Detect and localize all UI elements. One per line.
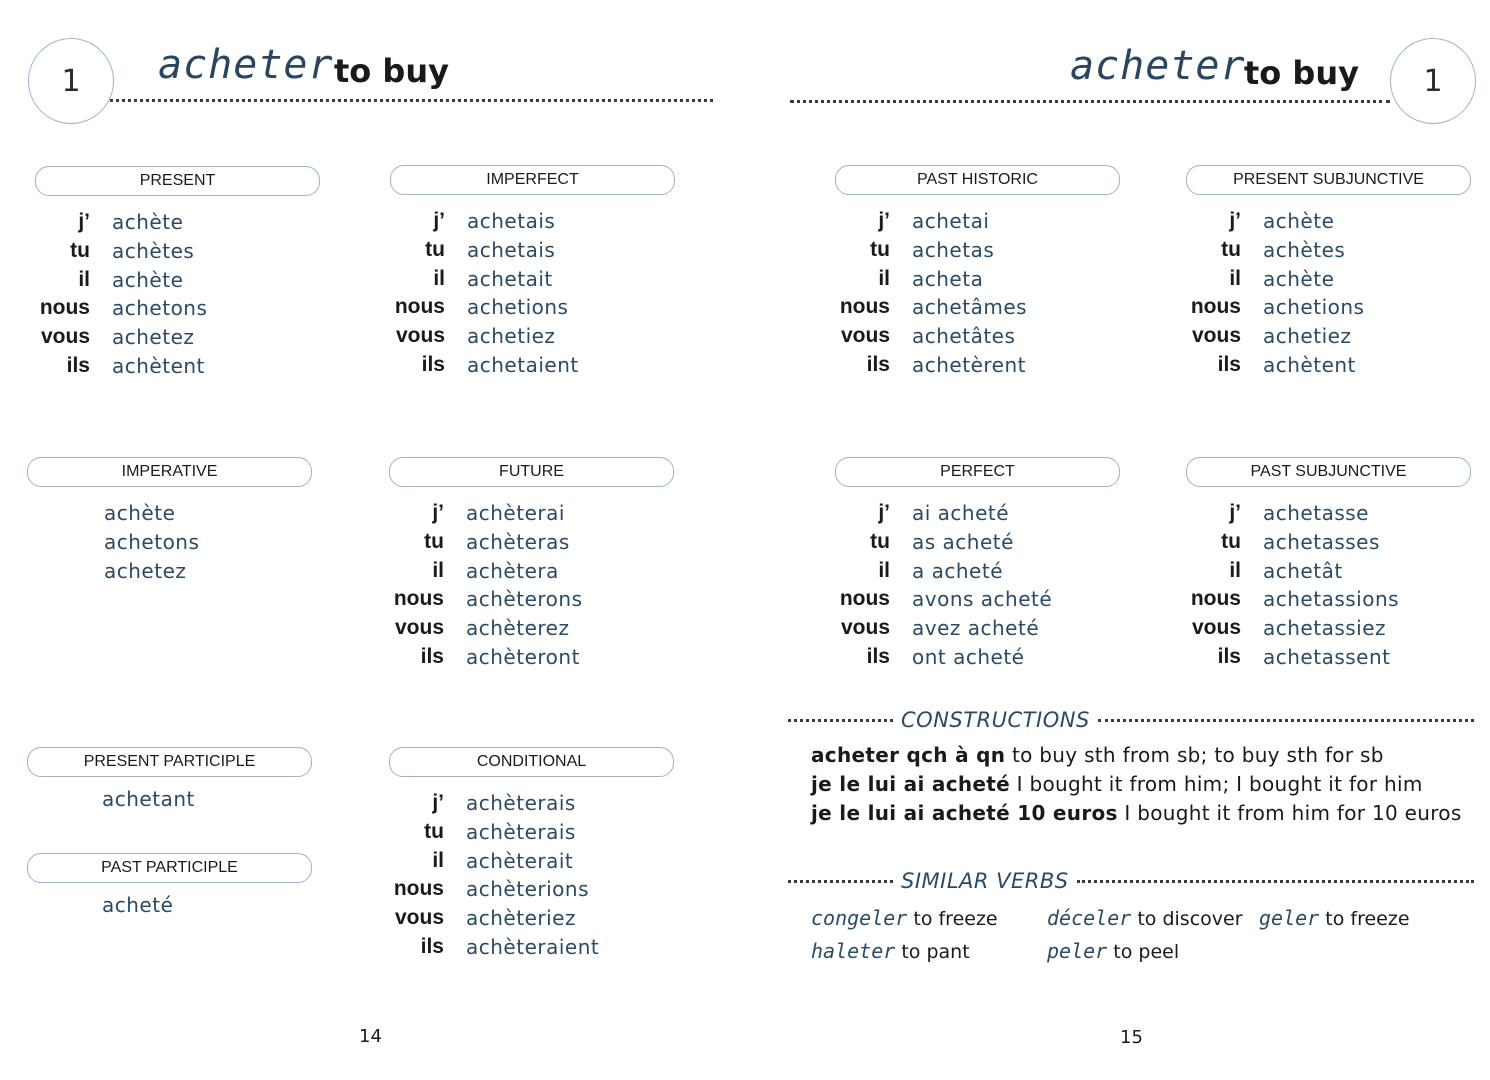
conjugation-row [389, 846, 674, 875]
verb-form: achètera [466, 558, 559, 583]
verb-form: achètent [1263, 352, 1356, 377]
tense-label: PAST PARTICIPLE [27, 853, 312, 883]
conjugation-row [389, 528, 674, 557]
similar-verb-english: to peel [1113, 941, 1180, 963]
pronoun: tu [424, 530, 444, 554]
conjugation-list [1186, 499, 1471, 671]
title-dotted-rule [790, 100, 1390, 103]
pronoun: il [433, 266, 445, 290]
pronoun: ils [1217, 644, 1241, 668]
conjugation-row [35, 294, 320, 323]
tense-present [35, 166, 320, 380]
tense-label: IMPERFECT [390, 165, 675, 195]
verb-form: achetez [112, 325, 195, 350]
title-dotted-rule [110, 99, 713, 102]
similar-verb-french: peler [1047, 939, 1108, 963]
tense-past-participle [27, 853, 312, 917]
conjugation-row [1186, 499, 1471, 528]
pronoun: ils [1217, 352, 1241, 376]
verb-form: achetiez [1263, 324, 1352, 349]
conjugation-row [835, 585, 1120, 614]
pronoun: nous [393, 587, 444, 611]
pronoun: nous [39, 296, 90, 320]
conjugation-row [389, 642, 674, 671]
pronoun: il [78, 267, 90, 291]
conjugation-row [35, 237, 320, 266]
similar-verb-english: to freeze [1325, 908, 1410, 930]
similar-verb-french: congeler [811, 906, 908, 930]
verb-form: avons acheté [912, 587, 1053, 612]
conjugation-list [35, 208, 320, 380]
conjugation-row [835, 264, 1120, 293]
pronoun: ils [866, 352, 890, 376]
similar-verb-english: to pant [901, 941, 970, 963]
pronoun: tu [1221, 530, 1241, 554]
pronoun: tu [70, 239, 90, 263]
pronoun: il [432, 848, 444, 872]
conjugation-list [1186, 207, 1471, 379]
tense-label: PRESENT [35, 166, 320, 196]
pronoun: j’ [878, 209, 890, 233]
imperative-form: achetons [104, 530, 200, 555]
verb-translation: to buy [1244, 54, 1359, 92]
conjugation-row [390, 236, 675, 265]
verb-number-badge [28, 38, 114, 124]
construction-item [811, 798, 1462, 827]
similar-verb [811, 939, 970, 963]
conjugation-row [389, 556, 674, 585]
pronoun: tu [870, 238, 890, 262]
pronoun: j’ [878, 501, 890, 525]
conjugation-list [389, 789, 674, 961]
pronoun: il [1229, 558, 1241, 582]
verb-form: achetiez [467, 324, 556, 349]
dotted-rule [1077, 880, 1474, 883]
pronoun: tu [425, 238, 445, 262]
verb-form: achetais [467, 238, 556, 263]
pronoun: nous [394, 295, 445, 319]
construction-english: to buy sth from sb; to buy sth for sb [1011, 743, 1384, 768]
conjugation-row [1186, 614, 1471, 643]
conjugation-row [389, 875, 674, 904]
verb-translation: to buy [334, 52, 449, 90]
conjugation-row [835, 528, 1120, 557]
pronoun: il [878, 558, 890, 582]
pronoun: ils [66, 353, 90, 377]
conjugation-row [1186, 585, 1471, 614]
conjugation-row [390, 350, 675, 379]
similar-verb [1047, 939, 1179, 963]
construction-french: je le lui ai acheté 10 euros [811, 800, 1118, 825]
pronoun: il [432, 558, 444, 582]
verb-form: achetions [1263, 295, 1365, 320]
conjugation-row [835, 350, 1120, 379]
conjugation-row [389, 789, 674, 818]
verb-form: achetait [467, 266, 553, 291]
right-page [745, 0, 1490, 1080]
conjugation-row [35, 323, 320, 352]
verb-number: 1 [1423, 63, 1443, 99]
tense-label: CONDITIONAL [389, 747, 674, 777]
pronoun: ils [420, 934, 444, 958]
verb-form: acheta [912, 266, 984, 291]
verb-form: achetaient [467, 352, 579, 377]
verb-form: achèterions [466, 877, 589, 902]
verb-form: achète [1263, 266, 1335, 291]
pronoun: vous [395, 324, 445, 348]
construction-english: I bought it from him for 10 euros [1124, 800, 1462, 825]
pronoun: vous [1191, 324, 1241, 348]
verb-form: achète [112, 210, 184, 235]
conjugation-row [390, 264, 675, 293]
section-label: SIMILAR VERBS [901, 869, 1069, 893]
conjugation-row [835, 322, 1120, 351]
pronoun: ils [420, 644, 444, 668]
tense-present-participle [27, 747, 312, 811]
verb-form: achètes [112, 239, 195, 264]
tense-future [389, 457, 674, 671]
similar-verb-french: déceler [1047, 906, 1132, 930]
pronoun: nous [839, 295, 890, 319]
imperative-form: achetez [104, 558, 187, 583]
pronoun: nous [839, 587, 890, 611]
tense-label: IMPERATIVE [27, 457, 312, 487]
dotted-rule [1098, 719, 1474, 722]
verb-form: achetassiez [1263, 616, 1387, 641]
conjugation-row [390, 207, 675, 236]
pronoun: vous [840, 616, 890, 640]
pronoun: ils [866, 644, 890, 668]
tense-label: FUTURE [389, 457, 674, 487]
conjugation-row [389, 904, 674, 933]
verb-form: achetèrent [912, 352, 1026, 377]
verb-form: achèterait [466, 848, 574, 873]
tense-imperative [27, 457, 312, 585]
verb-number: 1 [61, 63, 81, 99]
pronoun: vous [840, 324, 890, 348]
pronoun: j’ [433, 209, 445, 233]
conjugation-row [389, 932, 674, 961]
conjugation-list [389, 499, 674, 671]
constructions-heading [788, 708, 1474, 732]
pronoun: tu [1221, 238, 1241, 262]
verb-form: ont acheté [912, 644, 1025, 669]
verb-form: ai acheté [912, 501, 1010, 526]
conjugation-row [1186, 293, 1471, 322]
verb-form: achèterez [466, 616, 570, 641]
verb-number-badge [1390, 38, 1476, 124]
verb-form: achetons [112, 296, 208, 321]
verb-form: avez acheté [912, 616, 1040, 641]
verb-form: achèteras [466, 530, 570, 555]
tense-past-historic [835, 165, 1120, 379]
conjugation-row [835, 499, 1120, 528]
tense-label: PAST SUBJUNCTIVE [1186, 457, 1471, 487]
verb-form: achèterais [466, 791, 576, 816]
verb-form: as acheté [912, 530, 1014, 555]
participle-form: acheté [102, 893, 174, 917]
conjugation-row [835, 293, 1120, 322]
conjugation-row [1186, 642, 1471, 671]
verb-form: achetas [912, 238, 995, 263]
verb-form: achetasse [1263, 501, 1369, 526]
page-number: 14 [359, 1026, 382, 1047]
similar-verb-english: to freeze [913, 908, 998, 930]
conjugation-list [390, 207, 675, 379]
pronoun: nous [393, 877, 444, 901]
pronoun: vous [394, 616, 444, 640]
verb-title: acheter [1070, 43, 1246, 89]
imperative-list [27, 499, 312, 585]
pronoun: vous [394, 906, 444, 930]
verb-form: achetassions [1263, 587, 1400, 612]
similar-verb [811, 906, 998, 930]
verb-form: achetai [912, 209, 990, 234]
verb-form: achètent [112, 353, 205, 378]
verb-form: achetâtes [912, 324, 1016, 349]
tense-label: PRESENT SUBJUNCTIVE [1186, 165, 1471, 195]
pronoun: il [1229, 266, 1241, 290]
dotted-rule [788, 880, 893, 883]
conjugation-row [35, 208, 320, 237]
conjugation-row [835, 614, 1120, 643]
conjugation-row [389, 585, 674, 614]
verb-form: achètes [1263, 238, 1346, 263]
conjugation-list [835, 499, 1120, 671]
verb-form: achetais [467, 209, 556, 234]
pronoun: j’ [1229, 501, 1241, 525]
conjugation-row [835, 556, 1120, 585]
construction-item [811, 741, 1462, 770]
pronoun: tu [424, 820, 444, 844]
verb-form: achetâmes [912, 295, 1028, 320]
conjugation-row [1186, 264, 1471, 293]
conjugation-row [1186, 528, 1471, 557]
tense-past-subjunctive [1186, 457, 1471, 671]
verb-form: achetât [1263, 558, 1343, 583]
tense-imperfect [390, 165, 675, 379]
conjugation-row [35, 351, 320, 380]
similar-verb-french: geler [1259, 906, 1320, 930]
tense-perfect [835, 457, 1120, 671]
verb-form: achetasses [1263, 530, 1380, 555]
pronoun: vous [40, 325, 90, 349]
tense-present-subjunctive [1186, 165, 1471, 379]
construction-french: acheter qch à qn [811, 743, 1006, 768]
verb-form: achèterai [466, 501, 565, 526]
pronoun: nous [1190, 295, 1241, 319]
verb-form: achetions [467, 295, 569, 320]
page-number: 15 [1120, 1027, 1143, 1048]
conjugation-list [835, 207, 1120, 379]
section-label: CONSTRUCTIONS [901, 708, 1090, 732]
pronoun: vous [1191, 616, 1241, 640]
conjugation-row [389, 818, 674, 847]
similar-verbs-heading [788, 869, 1474, 893]
verb-form: achèterais [466, 820, 576, 845]
tense-label: PRESENT PARTICIPLE [27, 747, 312, 777]
tense-conditional [389, 747, 674, 961]
conjugation-row [835, 236, 1120, 265]
similar-verb [1047, 906, 1243, 930]
construction-item [811, 770, 1462, 799]
imperative-form: achète [104, 501, 176, 526]
conjugation-row [1186, 322, 1471, 351]
pronoun: j’ [432, 501, 444, 525]
similar-verb-french: haleter [811, 939, 896, 963]
tense-label: PERFECT [835, 457, 1120, 487]
verb-title: acheter [158, 42, 334, 88]
pronoun: nous [1190, 587, 1241, 611]
dotted-rule [788, 719, 893, 722]
verb-form: achète [112, 267, 184, 292]
conjugation-row [389, 614, 674, 643]
pronoun: j’ [78, 210, 90, 234]
pronoun: j’ [1229, 209, 1241, 233]
conjugation-row [35, 265, 320, 294]
conjugation-row [835, 642, 1120, 671]
pronoun: j’ [432, 791, 444, 815]
construction-english: I bought it from him; I bought it for him [1016, 772, 1423, 797]
similar-verb [1259, 906, 1410, 930]
conjugation-row [390, 322, 675, 351]
verb-form: achèteront [466, 644, 580, 669]
participle-form: achetant [102, 787, 195, 811]
similar-verb-english: to discover [1137, 908, 1243, 930]
verb-form: achèterons [466, 587, 583, 612]
conjugation-row [1186, 556, 1471, 585]
conjugation-row [389, 499, 674, 528]
conjugation-row [835, 207, 1120, 236]
construction-french: je le lui ai acheté [811, 772, 1010, 797]
conjugation-row [390, 293, 675, 322]
verb-form: achetassent [1263, 644, 1391, 669]
verb-form: achèteriez [466, 906, 576, 931]
constructions-list [811, 741, 1462, 827]
pronoun: tu [870, 530, 890, 554]
conjugation-row [1186, 350, 1471, 379]
pronoun: ils [421, 352, 445, 376]
tense-label: PAST HISTORIC [835, 165, 1120, 195]
conjugation-row [1186, 236, 1471, 265]
verb-form: achète [1263, 209, 1335, 234]
verb-form: a acheté [912, 558, 1003, 583]
conjugation-row [1186, 207, 1471, 236]
verb-form: achèteraient [466, 934, 600, 959]
pronoun: il [878, 266, 890, 290]
